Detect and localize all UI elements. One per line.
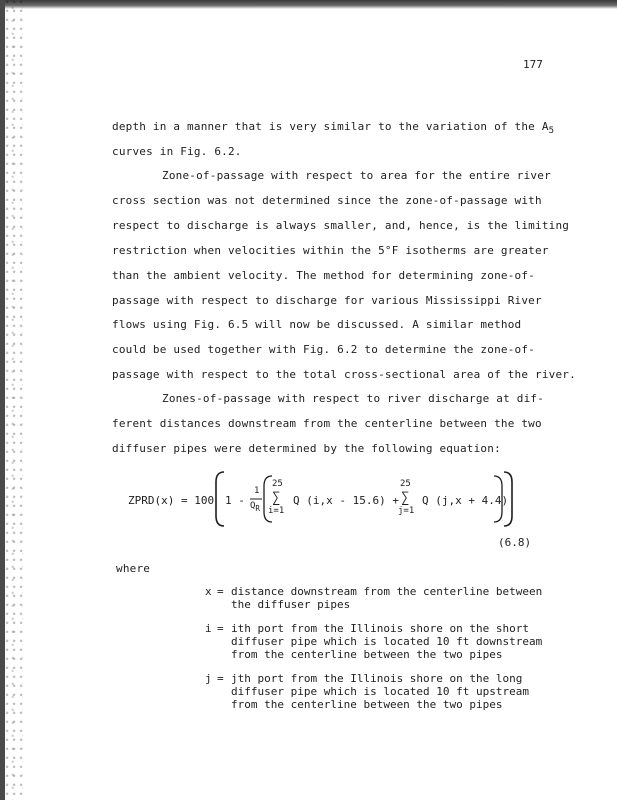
sum1-sigma: ∑ xyxy=(272,490,281,506)
def-x-symbol: x xyxy=(205,585,212,598)
def-j-line1: jth port from the Illinois shore on the long xyxy=(231,672,523,685)
sum2-sigma: ∑ xyxy=(401,490,410,506)
paragraph3-line2: ferent distances downstream from the centerline between the two xyxy=(112,417,542,430)
sum1-lower: i=1 xyxy=(268,506,285,516)
sum2-term: Q (j,x + 4.4) xyxy=(422,494,509,507)
fraction-numerator: 1 xyxy=(254,486,260,496)
paragraph1-subscript: 5 xyxy=(548,126,555,137)
sum1-upper: 25 xyxy=(272,479,283,489)
paragraph1-line1: depth in a manner that is very similar to the variation of the $A_5$ xyxy=(112,120,555,137)
paragraph2-line3: respect to discharge is always smaller, and, hence, is the limiting xyxy=(112,219,570,232)
def-j-eq: = xyxy=(217,672,224,685)
paragraph2-line6: passage with respect to discharge for various Mississippi River xyxy=(112,294,542,307)
def-j-line3: from the centerline between the two pipes xyxy=(231,698,503,711)
def-i-line1: ith port from the Illinois shore on the short xyxy=(231,622,530,635)
sum2-lower: j=1 xyxy=(398,506,415,516)
paragraph3-line3: diffuser pipes were determined by the following equation: xyxy=(112,442,501,455)
def-x-line2: the diffuser pipes xyxy=(231,598,351,611)
def-i-line3: from the centerline between the two pipes xyxy=(231,648,503,661)
paragraph2-line4: restriction when velocities within the 5°F isotherms are greater xyxy=(112,244,549,257)
scan-top-edge xyxy=(0,0,617,9)
paragraph2-line8: could be used together with Fig. 6.2 to determine the zone-of- xyxy=(112,343,535,356)
paragraph2-line7: flows using Fig. 6.5 will now be discussed. A similar method xyxy=(112,318,522,331)
def-j-symbol: j xyxy=(205,672,212,685)
paragraph2-line1: Zone-of-passage with respect to area for the entire river xyxy=(162,169,551,182)
sum1-term: Q (i,x - 15.6) + xyxy=(293,494,399,507)
paragraph2-line5: than the ambient velocity. The method for determining zone-of- xyxy=(112,269,535,282)
outer-left-bracket xyxy=(216,472,224,526)
equation-lhs: ZPRD(x) = 100 xyxy=(128,494,215,507)
paragraph2-line9: passage with respect to the total cross-sectional area of the river. xyxy=(112,368,576,381)
fraction-denominator: $Q_R$ xyxy=(250,501,260,513)
paragraph3-line1: Zones-of-passage with respect to river discharge at dif- xyxy=(162,392,545,405)
def-x-line1: distance downstream from the centerline between xyxy=(231,585,543,598)
def-i-eq: = xyxy=(217,622,224,635)
def-x-eq: = xyxy=(217,585,224,598)
sum2-upper: 25 xyxy=(400,479,411,489)
def-j-line2: diffuser pipe which is located 10 ft upstream xyxy=(231,685,530,698)
paragraph2-line2: cross section was not determined since the zone-of-passage with xyxy=(112,194,542,207)
scan-speckle xyxy=(5,0,23,800)
equation-one-minus: 1 - xyxy=(225,494,245,507)
page-number: 177 xyxy=(523,58,543,71)
paragraph1-line2: curves in Fig. 6.2. xyxy=(112,145,242,158)
def-i-line2: diffuser pipe which is located 10 ft downstream xyxy=(231,635,543,648)
equation-number: (6.8) xyxy=(498,536,532,549)
where-label: where xyxy=(116,562,151,575)
def-i-symbol: i xyxy=(205,622,212,635)
